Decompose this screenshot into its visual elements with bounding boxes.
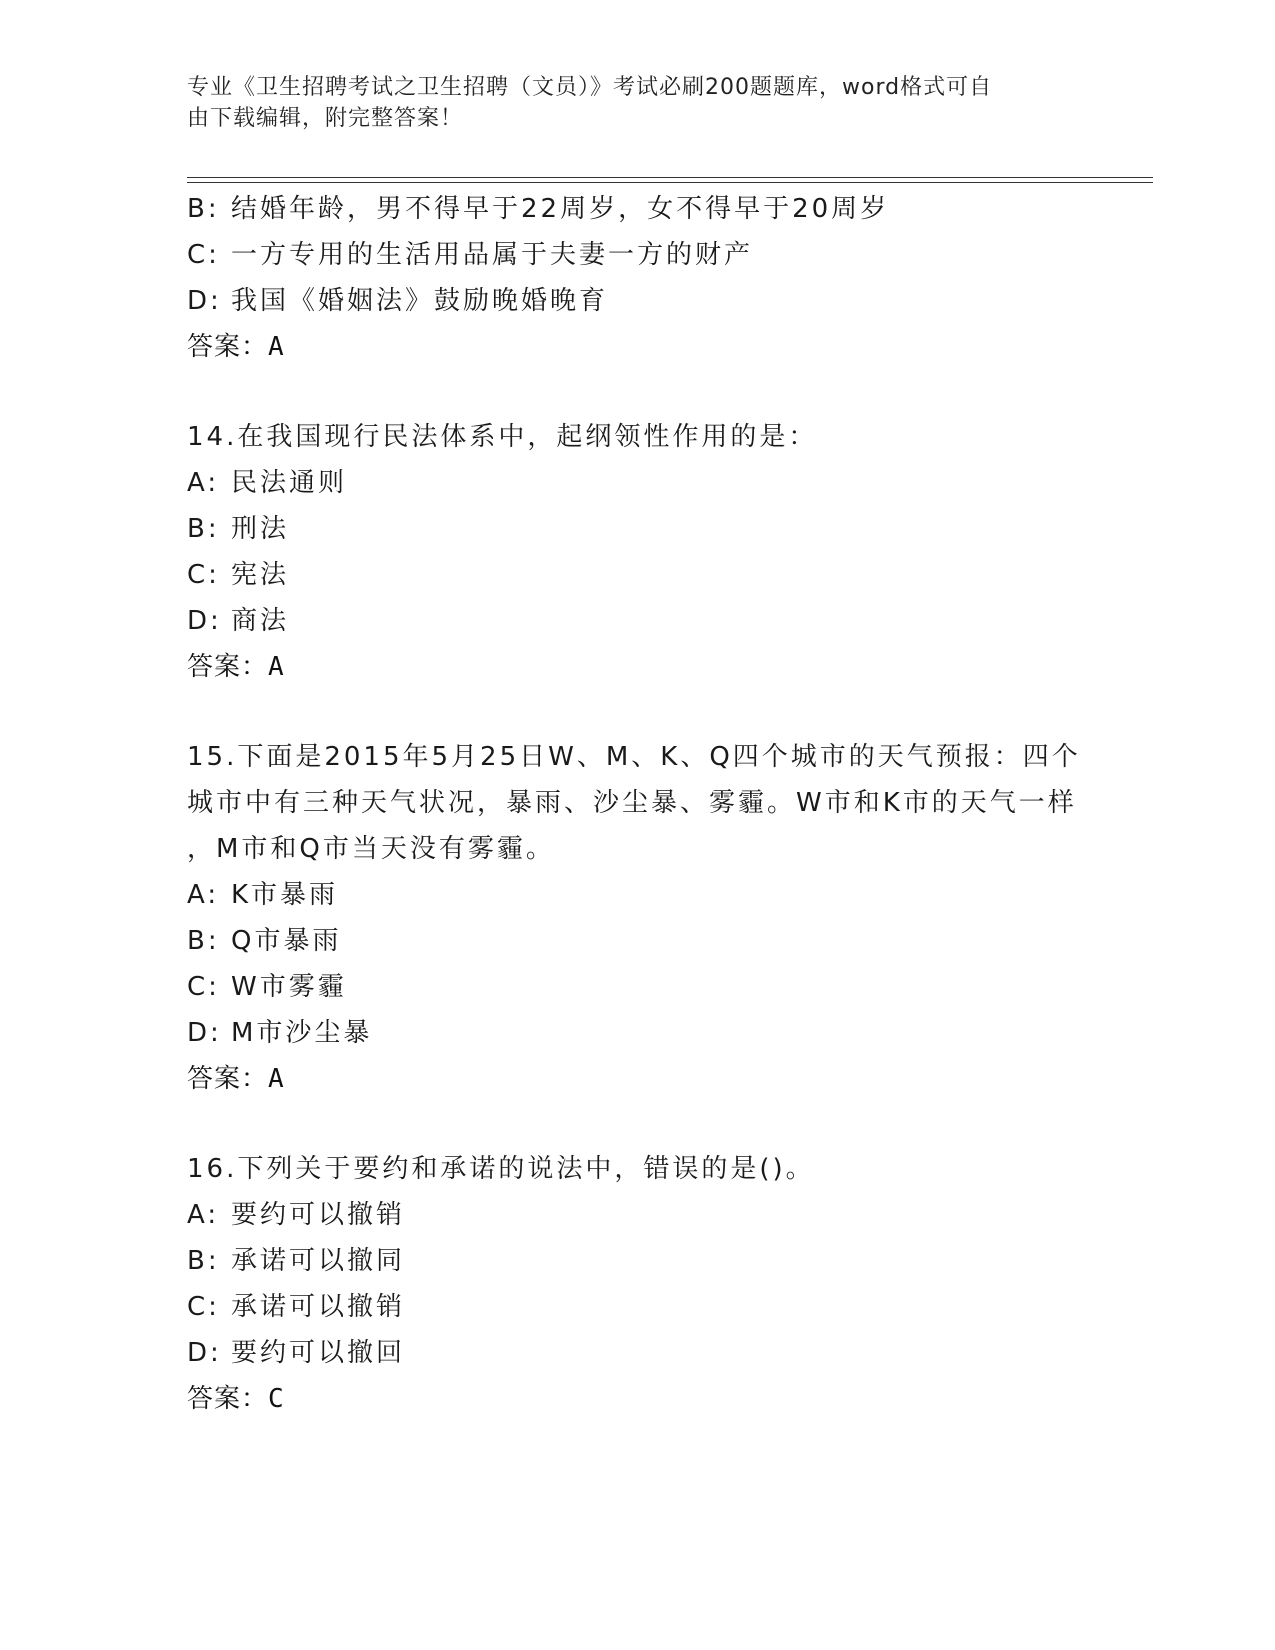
option-item xyxy=(187,460,1087,506)
option-item xyxy=(187,1010,1087,1056)
header-rule-top xyxy=(187,177,1153,178)
question-16 xyxy=(187,1146,1087,1422)
option-letter: D: xyxy=(187,1018,222,1048)
header-rule-bottom xyxy=(187,182,1153,183)
option-text: 我国《婚姻法》鼓励晚婚晚育 xyxy=(231,286,609,316)
answer-key: C xyxy=(268,1384,285,1414)
option-text: W市雾霾 xyxy=(231,972,347,1002)
option-text: 商法 xyxy=(231,606,290,636)
answer-label: 答案： xyxy=(187,652,269,682)
option-item xyxy=(187,964,1087,1010)
answer-line xyxy=(187,644,1087,690)
question-stem: 15.下面是2015年5月25日W、M、K、Q四个城市的天气预报：四个 xyxy=(187,742,1081,772)
option-text: 要约可以撤销 xyxy=(231,1200,406,1230)
header-line-1: 专业《卫生招聘考试之卫生招聘（文员）》考试必刷200题题库，word格式可自 xyxy=(187,75,993,100)
option-letter: D: xyxy=(187,286,222,316)
option-letter: A: xyxy=(187,1200,220,1230)
option-item xyxy=(187,1238,1087,1284)
answer-key: A xyxy=(268,1064,285,1094)
option-letter: C: xyxy=(187,1292,220,1322)
option-letter: D: xyxy=(187,606,222,636)
spacer xyxy=(187,370,1087,414)
answer-line xyxy=(187,1056,1087,1102)
option-item xyxy=(187,278,1087,324)
option-text: 结婚年龄，男不得早于22周岁，女不得早于20周岁 xyxy=(231,194,890,224)
answer-key: A xyxy=(268,332,285,362)
question-14 xyxy=(187,414,1087,690)
spacer xyxy=(187,690,1087,734)
option-text: 要约可以撤回 xyxy=(231,1338,406,1368)
answer-label: 答案： xyxy=(187,1384,269,1414)
option-letter: B: xyxy=(187,926,220,956)
option-letter: A: xyxy=(187,468,220,498)
option-item xyxy=(187,1330,1087,1376)
option-text: 承诺可以撤同 xyxy=(231,1246,406,1276)
header-line-2: 由下载编辑，附完整答案！ xyxy=(187,106,464,131)
option-text: 一方专用的生活用品属于夫妻一方的财产 xyxy=(231,240,754,270)
answer-line xyxy=(187,324,1087,370)
question-stem: 城市中有三种天气状况，暴雨、沙尘暴、雾霾。W市和K市的天气一样 xyxy=(187,788,1077,818)
answer-line xyxy=(187,1376,1087,1422)
question-13-continued xyxy=(187,186,1087,370)
question-stem: 14.在我国现行民法体系中，起纲领性作用的是： xyxy=(187,422,818,452)
option-item xyxy=(187,598,1087,644)
option-letter: B: xyxy=(187,194,220,224)
option-letter: B: xyxy=(187,514,220,544)
spacer xyxy=(187,1102,1087,1146)
question-stem: 16.下列关于要约和承诺的说法中，错误的是()。 xyxy=(187,1154,815,1184)
document-header xyxy=(187,72,1087,134)
option-item xyxy=(187,918,1087,964)
option-item xyxy=(187,1284,1087,1330)
question-stem: ，M市和Q市当天没有雾霾。 xyxy=(187,834,555,864)
option-text: Q市暴雨 xyxy=(231,926,342,956)
answer-label: 答案： xyxy=(187,1064,269,1094)
option-letter: C: xyxy=(187,972,220,1002)
option-letter: B: xyxy=(187,1246,220,1276)
document-body xyxy=(187,186,1087,1422)
answer-label: 答案： xyxy=(187,332,269,362)
option-letter: C: xyxy=(187,560,220,590)
option-item xyxy=(187,1192,1087,1238)
option-letter: D: xyxy=(187,1338,222,1368)
option-item xyxy=(187,552,1087,598)
option-text: 民法通则 xyxy=(231,468,348,498)
option-text: K市暴雨 xyxy=(231,880,339,910)
option-letter: C: xyxy=(187,240,220,270)
option-text: 刑法 xyxy=(231,514,290,544)
question-15 xyxy=(187,734,1087,1102)
option-text: 宪法 xyxy=(231,560,290,590)
option-item xyxy=(187,186,1087,232)
option-text: M市沙尘暴 xyxy=(231,1018,373,1048)
option-item xyxy=(187,872,1087,918)
answer-key: A xyxy=(268,652,285,682)
option-letter: A: xyxy=(187,880,220,910)
option-item xyxy=(187,232,1087,278)
option-item xyxy=(187,506,1087,552)
option-text: 承诺可以撤销 xyxy=(231,1292,406,1322)
